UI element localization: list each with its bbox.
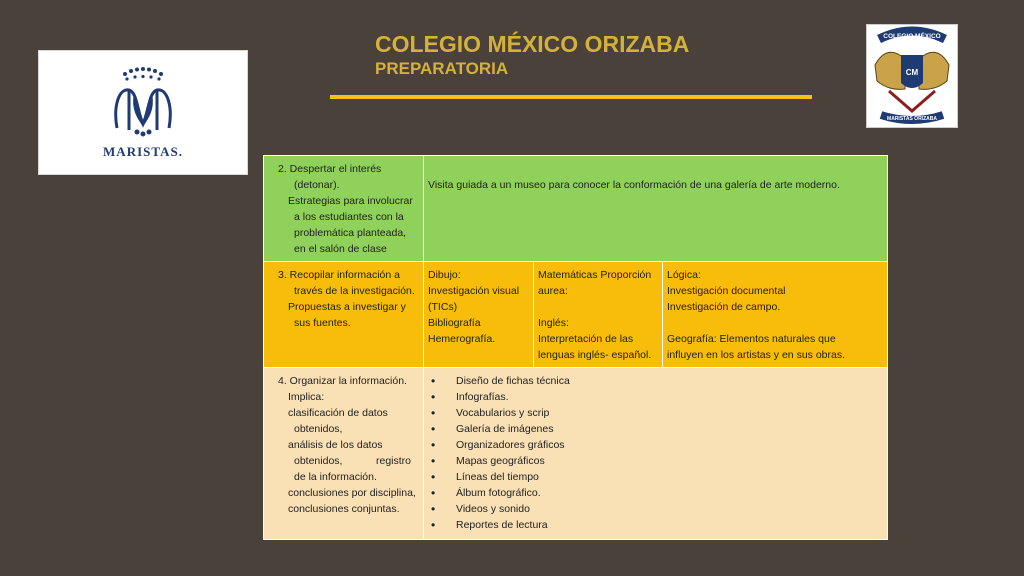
title-divider	[330, 95, 812, 99]
stage-line: conclusiones conjuntas.	[288, 503, 400, 515]
matematicas-line: lenguas inglés- español.	[538, 349, 652, 361]
dibujo-line: Dibujo:	[428, 269, 461, 281]
logica-line: influyen en los artistas y en sus obras.	[667, 349, 846, 361]
list-item: • Galería de imágenes	[428, 421, 883, 437]
stage-line: Propuestas a investigar y	[288, 301, 406, 313]
matematicas-line: Inglés:	[538, 317, 569, 329]
crest-top-text: COLEGIO MÉXICO	[883, 33, 941, 40]
stage-line: Estrategias para involucrar	[288, 195, 413, 207]
stage-line	[268, 453, 419, 469]
stage-line: de la información.	[294, 471, 377, 483]
list-item: • Mapas geográficos	[428, 453, 883, 469]
maristas-brand-text: MARISTAS.	[103, 143, 183, 159]
matematicas-cell	[534, 262, 663, 368]
matematicas-line: Interpretación de las	[538, 333, 634, 345]
list-item: • Organizadores gráficos	[428, 437, 883, 453]
stage-line: a los estudiantes con la	[294, 211, 404, 223]
products-list	[428, 373, 883, 533]
dibujo-line: Investigación visual	[428, 285, 520, 297]
logica-cell	[663, 262, 888, 368]
activity-cell	[424, 156, 888, 262]
stage-line: problemática planteada,	[294, 227, 407, 239]
stage-line: en el salón de clase	[294, 243, 387, 255]
table-row	[264, 368, 888, 540]
list-item: • Vocabularios y scrip	[428, 405, 883, 421]
stage-line: sus fuentes.	[294, 317, 351, 329]
matematicas-line	[538, 299, 658, 315]
stage-line: obtenidos,	[294, 423, 343, 435]
logica-line: Lógica:	[667, 269, 701, 281]
table-row	[264, 156, 888, 262]
stage-line: (detonar).	[294, 179, 340, 191]
header	[375, 30, 689, 80]
stage-line: 3. Recopilar información a	[278, 269, 400, 281]
logica-line: Geografía: Elementos naturales que	[667, 333, 836, 345]
stage-line: través de la investigación.	[294, 285, 415, 297]
products-cell	[424, 368, 888, 540]
strategy-table	[263, 155, 888, 540]
stage-line: conclusiones por disciplina,	[288, 487, 416, 499]
stage-word: registro	[375, 455, 411, 467]
colegio-mexico-crest	[866, 24, 958, 128]
page-subtitle: PREPARATORIA	[375, 59, 509, 78]
list-item: • Reportes de lectura	[428, 517, 883, 533]
dibujo-line: Bibliografía	[428, 317, 481, 329]
stage-line: 2. Despertar el interés	[278, 163, 382, 175]
crest-icon	[867, 25, 957, 127]
stage-word: obtenidos,	[294, 455, 343, 467]
maristas-monogram-icon	[103, 66, 183, 142]
matematicas-line: aurea:	[538, 285, 568, 297]
list-item: • Diseño de fichas técnica	[428, 373, 883, 389]
stage-cell	[264, 368, 424, 540]
table-row	[264, 262, 888, 368]
list-item: • Líneas del tiempo	[428, 469, 883, 485]
stage-cell	[264, 262, 424, 368]
stage-line: 4. Organizar la información.	[278, 375, 407, 387]
logica-line: Investigación de campo.	[667, 301, 781, 313]
stage-line: Implica:	[288, 391, 325, 403]
dibujo-cell	[424, 262, 534, 368]
list-item: • Videos y sonido	[428, 501, 883, 517]
stage-line: clasificación de datos	[288, 407, 388, 419]
page-title: COLEGIO MÉXICO ORIZABA	[375, 31, 690, 57]
stage-line: análisis de los datos	[288, 439, 383, 451]
crest-bottom-text: MARISTAS ORIZABA	[887, 116, 937, 122]
list-item: • Álbum fotográfico.	[428, 485, 883, 501]
activity-text: Visita guiada a un museo para conocer la conformación de una galería de arte moderno.	[428, 179, 840, 191]
crest-center-text: CM	[905, 68, 919, 77]
stage-cell	[264, 156, 424, 262]
dibujo-line: (TICs)	[428, 301, 458, 313]
list-item: • Infografías.	[428, 389, 883, 405]
logica-line: Investigación documental	[667, 285, 786, 297]
maristas-logo	[38, 50, 248, 175]
matematicas-line: Matemáticas Proporción	[538, 269, 652, 281]
dibujo-line: Hemerografía.	[428, 333, 496, 345]
logica-line	[667, 315, 883, 331]
